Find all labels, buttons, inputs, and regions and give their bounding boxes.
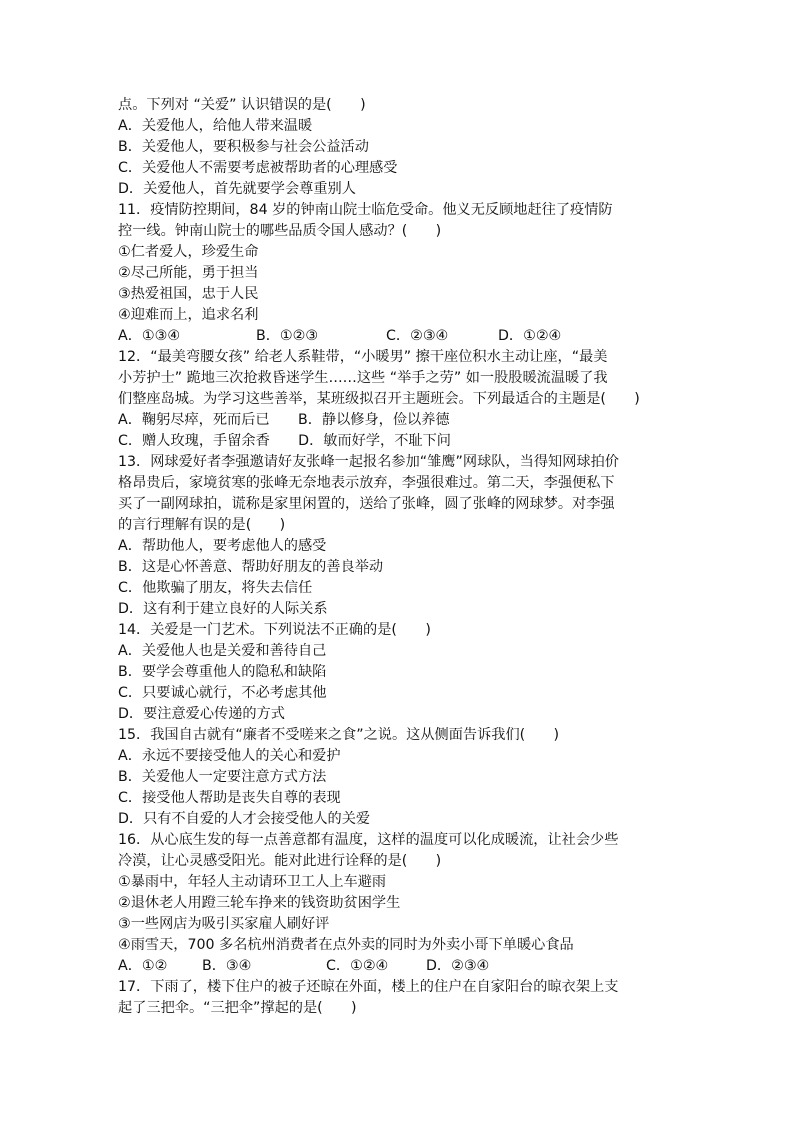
q13-stem-line-4: 的言行理解有误的是( )	[118, 517, 286, 533]
q14-stem: 14．关爱是一门艺术。下列说法不正确的是( )	[118, 622, 431, 638]
q14-option-b: B．要学会尊重他人的隐私和缺陷	[118, 664, 327, 680]
q10-stem: 点。下列对 “关爱” 认识错误的是( )	[118, 97, 366, 113]
q14-option-a: A．关爱他人也是关爱和善待自己	[118, 643, 327, 659]
q11-item-2: ②尽己所能，勇于担当	[118, 265, 259, 281]
q11-options	[118, 326, 678, 347]
q16-option-b: B．③④	[202, 958, 252, 974]
q16-options	[118, 956, 678, 977]
exam-page	[118, 95, 678, 1019]
q11-item-1: ①仁者爱人，珍爱生命	[118, 244, 259, 260]
q12-stem-line-2: 小芳护士” 跪地三次抢救昏迷学生……这些 “举手之劳” 如一股股暖流温暖了我	[118, 370, 608, 386]
q11-item-4: ④迎难而上，追求名利	[118, 307, 259, 323]
q10-option-d: D．关爱他人，首先就要学会尊重别人	[118, 181, 356, 197]
q15-option-c: C．接受他人帮助是丧失自尊的表现	[118, 790, 341, 806]
q16-option-d: D．②③④	[426, 958, 490, 974]
q13-stem-line-1: 13．网球爱好者李强邀请好友张峰一起报名参加“雏鹰”网球队，当得知网球拍价	[118, 454, 619, 470]
q12-stem-line-3: 们整座岛城。为学习这些善举，某班级拟召开主题班会。下列最适合的主题是( )	[118, 391, 640, 407]
q14-option-c: C．只要诚心就行，不必考虑其他	[118, 685, 327, 701]
q16-item-2: ②退休老人用蹬三轮车挣来的钱资助贫困学生	[118, 895, 401, 911]
q15-stem: 15．我国自古就有“廉者不受嗟来之食”之说。这从侧面告诉我们( )	[118, 727, 560, 743]
q11-option-d: D．①②④	[498, 328, 562, 344]
q16-item-3: ③一些网店为吸引买家雇人刷好评	[118, 916, 330, 932]
q11-option-b: B．①②③	[256, 328, 319, 344]
q13-option-b: B．这是心怀善意、帮助好朋友的善良举动	[118, 559, 384, 575]
q13-option-c: C．他欺骗了朋友，将失去信任	[118, 580, 313, 596]
q10-option-b: B．关爱他人，要积极参与社会公益活动	[118, 139, 369, 155]
q15-option-d: D．只有不自爱的人才会接受他人的关爱	[118, 811, 371, 827]
q16-item-4: ④雨雪天，700 多名杭州消费者在点外卖的同时为外卖小哥下单暖心食品	[118, 937, 574, 953]
q13-option-a: A．帮助他人，要考虑他人的感受	[118, 538, 327, 554]
q12-options-line-2: C．赠人玫瑰，手留余香 D．敏而好学，不耻下问	[118, 433, 451, 449]
q16-item-1: ①暴雨中，年轻人主动请环卫工人上车避雨	[118, 874, 387, 890]
q10-option-c: C．关爱他人不需要考虑被帮助者的心理感受	[118, 160, 398, 176]
q15-option-a: A．永远不要接受他人的关心和爱护	[118, 748, 341, 764]
q16-option-a: A．①②	[118, 958, 168, 974]
q16-stem-line-2: 冷漠，让心灵感受阳光。能对此进行诠释的是( )	[118, 853, 442, 869]
q11-option-c: C．②③④	[386, 328, 449, 344]
q13-stem-line-2: 格昂贵后，家境贫寒的张峰无奈地表示放弃，李强很难过。第二天，李强便私下	[118, 475, 615, 491]
q15-option-b: B．关爱他人一定要注意方式方法	[118, 769, 327, 785]
q11-item-3: ③热爱祖国，忠于人民	[118, 286, 259, 302]
q12-stem-line-1: 12．“最美弯腰女孩” 给老人系鞋带，“小暖男” 擦干座位积水主动让座，“最美	[118, 349, 608, 365]
q17-stem-line-2: 起了三把伞。“三把伞”撑起的是( )	[118, 1000, 357, 1016]
q13-stem-line-3: 买了一副网球拍，谎称是家里闲置的，送给了张峰，圆了张峰的网球梦。对李强	[118, 496, 615, 512]
q11-option-a: A．①③④	[118, 328, 181, 344]
q11-stem-line-2: 控一线。钟南山院士的哪些品质令国人感动？( )	[118, 223, 442, 239]
q16-option-c: C．①②④	[326, 958, 389, 974]
q11-stem-line-1: 11．疫情防控期间，84 岁的钟南山院士临危受命。他义无反顾地赶往了疫情防	[118, 202, 613, 218]
q10-option-a: A．关爱他人，给他人带来温暖	[118, 118, 313, 134]
q16-stem-line-1: 16．从心底生发的每一点善意都有温度，这样的温度可以化成暖流，让社会少些	[118, 832, 619, 848]
q17-stem-line-1: 17．下雨了，楼下住户的被子还晾在外面，楼上的住户在自家阳台的晾衣架上支	[118, 979, 619, 995]
q14-option-d: D．要注意爱心传递的方式	[118, 706, 285, 722]
q12-options-line-1: A．鞠躬尽瘁，死而后已 B．静以修身，俭以养德	[118, 412, 450, 428]
q13-option-d: D．这有利于建立良好的人际关系	[118, 601, 328, 617]
